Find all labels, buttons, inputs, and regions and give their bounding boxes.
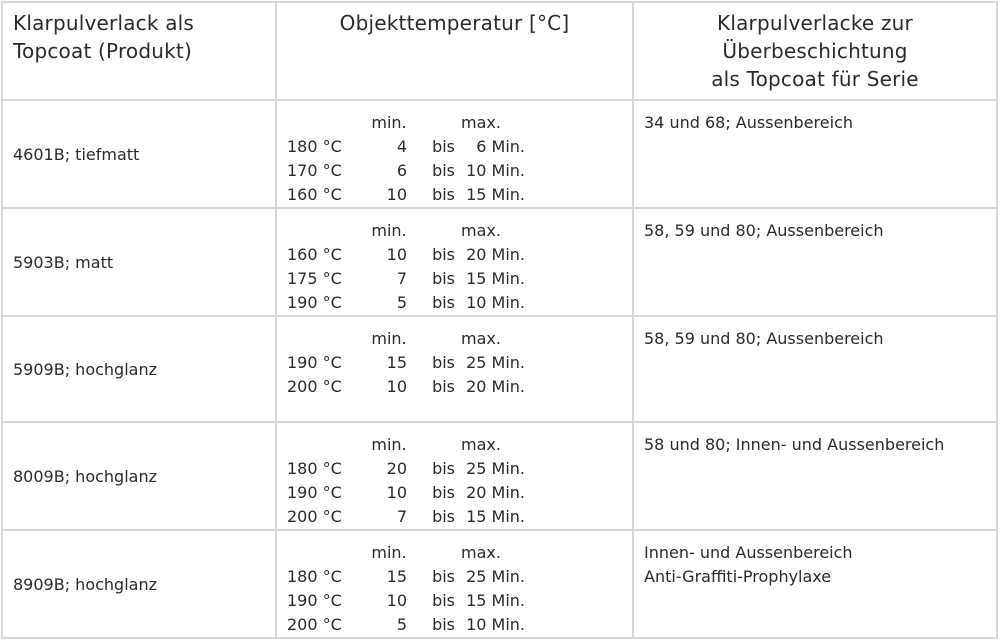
- temperature-value: 175 °C: [287, 269, 342, 288]
- schedule-row: [287, 565, 525, 589]
- header-product-line: Topcoat (Produkt): [13, 39, 192, 63]
- max-label: max.: [461, 221, 501, 240]
- min-time-value: 10: [386, 245, 407, 264]
- schedule-header-row: [287, 111, 525, 135]
- schedule-header-spacer: [287, 111, 349, 135]
- bis-text: bis: [432, 353, 455, 372]
- temperature-value: 190 °C: [287, 353, 342, 372]
- temperature-cell: [276, 422, 633, 530]
- table-row: [2, 530, 997, 638]
- min-time-value: 10: [386, 483, 407, 502]
- bis-text: bis: [432, 245, 455, 264]
- bis-text: bis: [432, 567, 455, 586]
- table-row: [2, 208, 997, 316]
- max-time-value: 15 Min.: [466, 591, 525, 610]
- header-usage-line: Klarpulverlacke zur: [717, 11, 913, 35]
- table-row: [2, 422, 997, 530]
- usage-line: Anti-Graffiti-Prophylaxe: [644, 567, 832, 586]
- schedule-header-spacer: [287, 327, 349, 351]
- max-time-value: 20 Min.: [466, 245, 525, 264]
- schedule-header-row: [287, 541, 525, 565]
- min-time-value: 5: [396, 293, 407, 312]
- product-cell: 5903B; matt: [2, 208, 276, 316]
- temperature-cell: [276, 316, 633, 422]
- temperature-value: 190 °C: [287, 483, 342, 502]
- schedule-row: [287, 135, 525, 159]
- header-product-line: Klarpulverlack als: [13, 11, 195, 35]
- schedule-row: [287, 159, 525, 183]
- schedule-row: [287, 291, 525, 315]
- temperature-cell: [276, 208, 633, 316]
- bis-text: bis: [432, 161, 455, 180]
- temperature-value: 200 °C: [287, 615, 342, 634]
- schedule-row: [287, 375, 525, 399]
- bis-text: bis: [432, 615, 455, 634]
- temperature-value: 200 °C: [287, 377, 342, 396]
- bis-text: bis: [432, 293, 455, 312]
- temperature-schedule: [287, 433, 525, 529]
- min-time-value: 4: [396, 137, 407, 156]
- usage-line: 58 und 80; Innen- und Aussenbereich: [644, 435, 945, 454]
- usage-cell: [633, 422, 997, 530]
- schedule-row: [287, 481, 525, 505]
- max-label: max.: [461, 435, 501, 454]
- header-row: [2, 2, 997, 100]
- schedule-row: [287, 243, 525, 267]
- max-time-value: 25 Min.: [466, 459, 525, 478]
- table-body: [2, 100, 997, 638]
- max-time-value: 15 Min.: [466, 269, 525, 288]
- max-time-value: 6 Min.: [476, 137, 525, 156]
- usage-cell: [633, 208, 997, 316]
- temperature-schedule: [287, 111, 525, 207]
- max-time-value: 10 Min.: [466, 615, 525, 634]
- max-label: max.: [461, 329, 501, 348]
- usage-cell: [633, 530, 997, 638]
- min-time-value: 15: [386, 567, 407, 586]
- schedule-header-spacer: [407, 433, 461, 457]
- max-time-value: 20 Min.: [466, 483, 525, 502]
- temperature-value: 190 °C: [287, 293, 342, 312]
- min-label: min.: [371, 221, 407, 240]
- temperature-cell: [276, 100, 633, 208]
- bis-text: bis: [432, 459, 455, 478]
- min-time-value: 15: [386, 353, 407, 372]
- schedule-row: [287, 613, 525, 637]
- header-usage-line: Überbeschichtung: [722, 39, 908, 63]
- temperature-value: 160 °C: [287, 245, 342, 264]
- table-row: [2, 316, 997, 422]
- min-time-value: 20: [386, 459, 407, 478]
- min-label: min.: [371, 435, 407, 454]
- bis-text: bis: [432, 269, 455, 288]
- min-time-value: 6: [396, 161, 407, 180]
- schedule-header-row: [287, 219, 525, 243]
- usage-cell: [633, 316, 997, 422]
- schedule-row: [287, 589, 525, 613]
- product-cell: 4601B; tiefmatt: [2, 100, 276, 208]
- bis-text: bis: [432, 483, 455, 502]
- schedule-header-spacer: [407, 219, 461, 243]
- min-time-value: 7: [396, 269, 407, 288]
- max-time-value: 15 Min.: [466, 507, 525, 526]
- temperature-schedule: [287, 541, 525, 637]
- bis-text: bis: [432, 185, 455, 204]
- max-time-value: 25 Min.: [466, 567, 525, 586]
- temperature-value: 200 °C: [287, 507, 342, 526]
- min-time-value: 5: [396, 615, 407, 634]
- temperature-value: 180 °C: [287, 459, 342, 478]
- schedule-header-spacer: [407, 111, 461, 135]
- min-label: min.: [371, 543, 407, 562]
- schedule-row: [287, 183, 525, 207]
- usage-line: 58, 59 und 80; Aussenbereich: [644, 221, 884, 240]
- min-time-value: 10: [386, 377, 407, 396]
- schedule-row: [287, 267, 525, 291]
- bis-text: bis: [432, 507, 455, 526]
- max-label: max.: [461, 113, 501, 132]
- min-time-value: 7: [396, 507, 407, 526]
- max-time-value: 10 Min.: [466, 293, 525, 312]
- table-row: [2, 100, 997, 208]
- bis-text: bis: [432, 137, 455, 156]
- usage-line: 58, 59 und 80; Aussenbereich: [644, 329, 884, 348]
- header-temperature: [276, 2, 633, 100]
- temperature-schedule: [287, 219, 525, 315]
- temperature-value: 160 °C: [287, 185, 342, 204]
- schedule-row: [287, 351, 525, 375]
- max-time-value: 15 Min.: [466, 185, 525, 204]
- usage-cell: [633, 100, 997, 208]
- schedule-header-spacer: [407, 327, 461, 351]
- temperature-value: 180 °C: [287, 567, 342, 586]
- temperature-value: 170 °C: [287, 161, 342, 180]
- usage-line: Innen- und Aussenbereich: [644, 543, 853, 562]
- schedule-header-spacer: [287, 433, 349, 457]
- usage-line: 34 und 68; Aussenbereich: [644, 113, 853, 132]
- max-time-value: 25 Min.: [466, 353, 525, 372]
- header-usage-line: als Topcoat für Serie: [711, 67, 919, 91]
- header-usage: [633, 2, 997, 100]
- temperature-schedule: [287, 327, 525, 399]
- max-time-value: 20 Min.: [466, 377, 525, 396]
- bis-text: bis: [432, 377, 455, 396]
- product-cell: 5909B; hochglanz: [2, 316, 276, 422]
- header-product: [2, 2, 276, 100]
- min-label: min.: [371, 329, 407, 348]
- schedule-header-row: [287, 327, 525, 351]
- temperature-cell: [276, 530, 633, 638]
- schedule-header-row: [287, 433, 525, 457]
- temperature-value: 190 °C: [287, 591, 342, 610]
- schedule-row: [287, 457, 525, 481]
- min-time-value: 10: [386, 185, 407, 204]
- temperature-value: 180 °C: [287, 137, 342, 156]
- schedule-header-spacer: [407, 541, 461, 565]
- schedule-header-spacer: [287, 541, 349, 565]
- header-temperature-line: Objekttemperatur [°C]: [339, 11, 570, 35]
- min-label: min.: [371, 113, 407, 132]
- product-cell: 8009B; hochglanz: [2, 422, 276, 530]
- min-time-value: 10: [386, 591, 407, 610]
- curing-table: [1, 1, 998, 639]
- max-label: max.: [461, 543, 501, 562]
- max-time-value: 10 Min.: [466, 161, 525, 180]
- bis-text: bis: [432, 591, 455, 610]
- schedule-header-spacer: [287, 219, 349, 243]
- product-cell: 8909B; hochglanz: [2, 530, 276, 638]
- schedule-row: [287, 505, 525, 529]
